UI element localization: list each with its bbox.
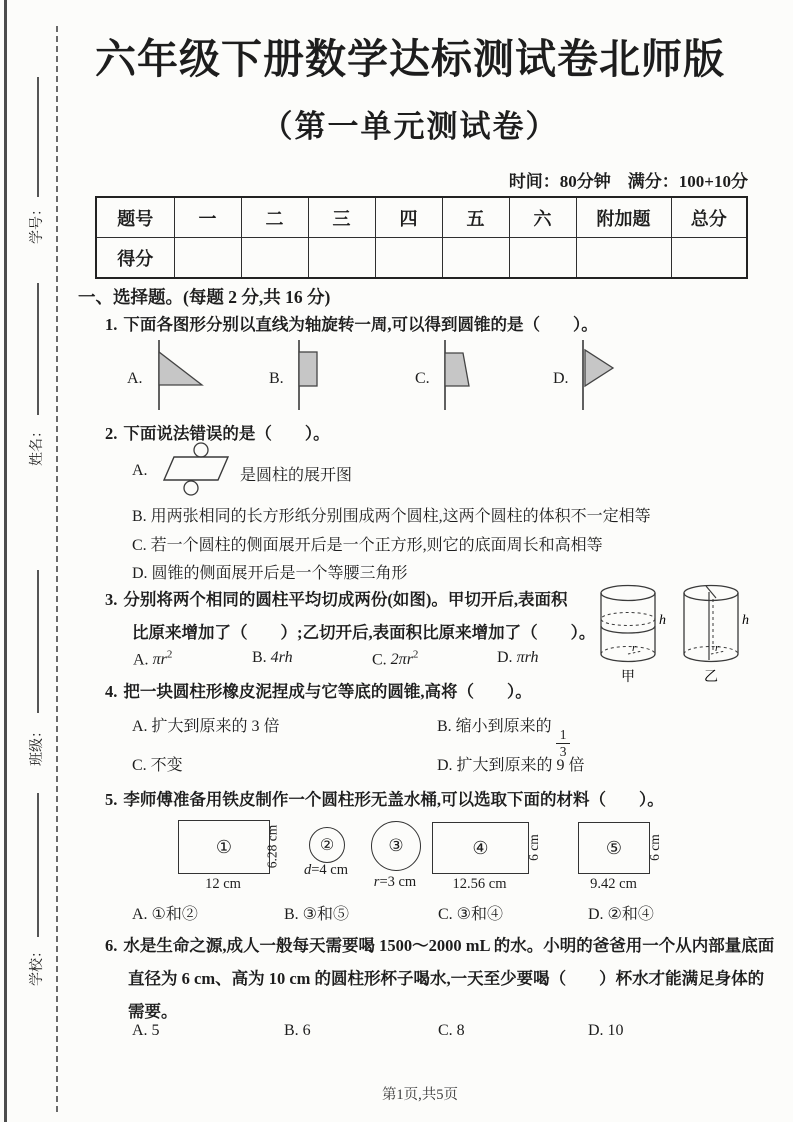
q5-option-d: D. ②和④ (588, 906, 654, 923)
q3-yi-h-label: h (742, 613, 749, 628)
q5-material-3-dim: r=3 cm (373, 874, 417, 890)
q6-option-a: A. 5 (132, 1022, 160, 1039)
student-id-label: 学号： (30, 202, 45, 244)
score-row-label: 得分 (96, 238, 174, 279)
page-subtitle: （第一单元测试卷） (261, 109, 559, 144)
q3-option-a (133, 649, 172, 669)
q4-option-a: A. 扩大到原来的 3 倍 (132, 718, 280, 735)
time-score-info: 时间：80分钟 满分：100+10分 (508, 172, 748, 191)
q1-figure-c-trapezoid (438, 337, 498, 413)
q1-option-c-label: C. (415, 370, 430, 387)
q4-option-b-fraction: $\frac{1}{3}$ (556, 727, 571, 759)
q5-option-c: C. ③和④ (438, 906, 504, 923)
section-1-heading: 一、选择题。(每题 2 分,共 16 分) (78, 287, 331, 307)
q5-material-4-number: ④ (472, 837, 489, 858)
q6-number: 6. (105, 936, 118, 955)
q6-option-d: D. 10 (588, 1022, 624, 1039)
q2-option-a-text: 是圆柱的展开图 (240, 467, 353, 484)
score-blank-cell (509, 238, 576, 279)
q5-option-a: A. ①和② (132, 906, 198, 923)
q5-material-2-number: ② (319, 837, 335, 854)
q5-material-5-number: ⑤ (605, 837, 623, 858)
q5-material-4-rectangle (432, 822, 529, 874)
class-label: 班级： (30, 724, 45, 766)
score-table-header-cell: 附加题 (576, 197, 671, 238)
q3-option-c (372, 649, 418, 669)
q3-cylinders-figure (596, 582, 791, 684)
q3-yi-label: 乙 (704, 670, 718, 684)
score-table-score-row (96, 238, 747, 279)
q2-text: 下面说法错误的是（ ）。 (123, 424, 330, 443)
q1-option-a-label: A. (127, 370, 143, 387)
q5-material-5-bottom-dim: 9.42 cm (590, 876, 637, 892)
q3-option-b-label: B. (252, 649, 267, 666)
score-table-header-row (96, 197, 747, 238)
score-table-header-cell: 二 (241, 197, 308, 238)
q4-option-d: D. 扩大到原来的 9 倍 (437, 757, 585, 774)
q3-stem-line1 (105, 586, 568, 610)
q3-jia-label: 甲 (621, 670, 635, 684)
q5-material-3-number: ③ (388, 836, 404, 855)
q5-text: 李师傅准备用铁皮制作一个圆柱形无盖水桶,可以选取下面的材料（ ）。 (123, 790, 664, 809)
q4-stem (105, 678, 532, 702)
q5-material-4-bottom-dim: 12.56 cm (452, 876, 507, 892)
q3-option-b (252, 649, 293, 667)
q5-stem (105, 786, 664, 810)
q6-option-c: C. 8 (438, 1022, 465, 1039)
score-table-header-cell: 总分 (671, 197, 747, 238)
q3-option-b-formula: 4rh (270, 649, 293, 666)
q2-option-a-label: A. (132, 462, 148, 479)
q1-figure-d-triangle (576, 337, 636, 413)
q4-text: 把一块圆柱形橡皮泥捏成与它等底的圆锥,高将（ ）。 (123, 682, 532, 701)
q5-material-2-dim: d=4 cm (303, 862, 349, 878)
q3-option-a-label: A. (133, 651, 149, 669)
q4-option-b-text: B. 缩小到原来的 (437, 718, 552, 735)
score-blank-cell (576, 238, 671, 279)
q4-number: 4. (105, 682, 118, 701)
name-label: 姓名： (30, 424, 45, 466)
student-id-write-line (37, 77, 39, 197)
q5-option-b: B. ③和⑤ (284, 906, 350, 923)
q1-text: 下面各图形分别以直线为轴旋转一周,可以得到圆锥的是（ ）。 (123, 315, 598, 334)
q5-material-5-rectangle (578, 822, 650, 874)
q2-option-d: D. 圆锥的侧面展开后是一个等腰三角形 (132, 565, 408, 582)
score-blank-cell (241, 238, 308, 279)
score-blank-cell (671, 238, 747, 279)
score-table-header-cell: 三 (308, 197, 375, 238)
q1-option-d-label: D. (553, 370, 569, 387)
q5-material-3-circle (371, 821, 421, 871)
q3-option-a-formula: $\pi r^2$ (152, 649, 173, 669)
q3-option-d (497, 649, 539, 667)
score-blank-cell (375, 238, 442, 279)
q5-number: 5. (105, 790, 118, 809)
fold-dashed-line (56, 26, 58, 1112)
q4-option-c: C. 不变 (132, 757, 183, 774)
q1-figure-b-rectangle (292, 337, 352, 413)
name-write-line (37, 283, 39, 415)
school-label: 学校： (30, 944, 45, 986)
q3-number: 3. (105, 590, 118, 609)
score-table-header-cell: 五 (442, 197, 509, 238)
score-blank-cell (442, 238, 509, 279)
q6-option-b: B. 6 (284, 1022, 311, 1039)
scan-edge-artifact (4, 0, 7, 1122)
q5-material-4-side-dim: 6 cm (526, 834, 541, 861)
q1-number: 1. (105, 315, 118, 334)
score-table (95, 196, 748, 279)
score-blank-cell (308, 238, 375, 279)
q3-option-d-label: D. (497, 649, 513, 666)
q1-option-b-label: B. (269, 370, 284, 387)
q6-text: 水是生命之源,成人一般每天需要喝 1500～2000 mL 的水。小明的爸爸用一个从内部量底面直径为 6 cm、高为 10 cm 的圆柱形杯子喝水,一天至少要喝（ ）杯水才能满足身体的需要。 (123, 936, 775, 1021)
q3-option-c-label: C. (372, 651, 387, 669)
q1-figure-a-triangle (152, 337, 212, 413)
page-title: 六年级下册数学达标测试卷北师版 (95, 36, 725, 82)
score-table-corner-cell: 题号 (96, 197, 174, 238)
q5-material-1-number: ① (215, 836, 233, 857)
score-table-header-cell: 六 (509, 197, 576, 238)
q3-text-line1: 分别将两个相同的圆柱平均切成两份(如图)。甲切开后,表面积 (123, 590, 568, 609)
q3-stem-line2: 比原来增加了（ ）;乙切开后,表面积比原来增加了（ ）。 (132, 623, 596, 642)
q2-number: 2. (105, 424, 118, 443)
q3-jia-r-label: r (632, 642, 637, 654)
q3-option-c-formula: $2\pi r^2$ (390, 649, 419, 669)
page-number: 第1页,共5页 (381, 1087, 459, 1103)
q3-jia-h-label: h (659, 613, 666, 628)
q2-option-c: C. 若一个圆柱的侧面展开后是一个正方形,则它的底面周长和高相等 (132, 537, 603, 554)
q3-yi-r-label: r (715, 642, 720, 654)
q1-stem (105, 311, 598, 335)
score-blank-cell (174, 238, 241, 279)
q5-material-1-side-dim: 6.28 cm (264, 824, 280, 869)
school-write-line (37, 793, 39, 937)
class-write-line (37, 570, 39, 713)
score-table-header-cell: 一 (174, 197, 241, 238)
q3-option-d-formula: πrh (516, 649, 539, 666)
q5-material-1-rectangle (178, 820, 270, 874)
score-table-header-cell: 四 (375, 197, 442, 238)
q5-material-1-bottom-dim: 12 cm (205, 876, 241, 892)
q2-option-a-net-figure (158, 441, 238, 499)
q6-stem (105, 929, 776, 1028)
q2-option-b: B. 用两张相同的长方形纸分别围成两个圆柱,这两个圆柱的体积不一定相等 (132, 508, 651, 525)
q5-material-2-circle (309, 827, 345, 863)
q5-material-5-side-dim: 6 cm (647, 834, 662, 861)
